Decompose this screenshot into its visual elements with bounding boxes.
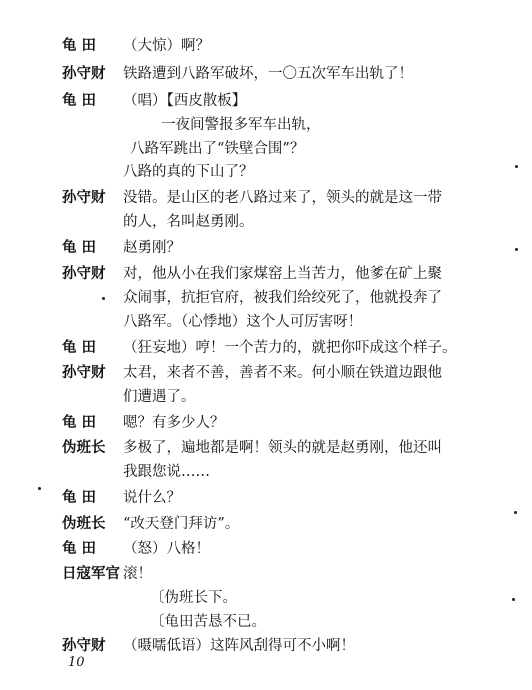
dialogue-text: （大惊）啊？: [123, 38, 210, 54]
stage-direction-text: 〔龟田苦恳不已。: [150, 614, 266, 630]
dialogue-text: （唱）【西皮散板】: [123, 93, 247, 109]
dialogue-text: 赵勇刚？: [123, 240, 181, 256]
speaker-name: 日寇军官: [62, 565, 120, 582]
speaker-name: 孙守财: [62, 65, 106, 82]
page-number: 10: [68, 655, 85, 670]
scan-speck: [512, 598, 515, 601]
speaker-name: 伪班长: [62, 439, 106, 456]
speaker-name: 龟 田: [62, 540, 97, 557]
speaker-name: 龟 田: [62, 37, 97, 54]
dialogue-text: 太君，来者不善，善者不来。何小顺在铁道边跟他: [123, 365, 442, 381]
dialogue-text: 多极了，遍地都是啊！领头的就是赵勇刚，他还叫: [123, 440, 442, 456]
speaker-name: 龟 田: [62, 489, 97, 506]
scan-speck: [515, 165, 518, 168]
speaker-name: 孙守财: [62, 265, 106, 282]
dialogue-text: 滚！: [123, 566, 152, 582]
dialogue-text: 没错。是山区的老八路过来了，领头的就是这一带: [123, 190, 442, 206]
dialogue-text: 说什么？: [123, 490, 181, 506]
verse-text: 八路军跳出了“铁壁合围”？: [130, 141, 305, 157]
speaker-name: 龟 田: [62, 414, 97, 431]
scan-speck: [102, 297, 105, 300]
scan-speck: [38, 487, 41, 490]
dialogue-text: 众闹事，抗拒官府，被我们给绞死了，他就投奔了: [123, 290, 442, 306]
speaker-name: 孙守财: [62, 189, 106, 206]
dialogue-text: 八路的真的下山了？: [123, 164, 254, 180]
speaker-name: 龟 田: [62, 339, 97, 356]
speaker-name: 龟 田: [62, 239, 97, 256]
speaker-name: 孙守财: [62, 364, 106, 381]
speaker-name: 龟 田: [62, 92, 97, 109]
dialogue-text: 的人，名叫赵勇刚。: [123, 214, 254, 230]
dialogue-text: （怒）八格！: [123, 541, 210, 557]
dialogue-text: 嗯？有多少人？: [123, 415, 225, 431]
dialogue-text: 我跟您说……: [123, 464, 210, 480]
dialogue-text: 铁路遭到八路军破坏，一〇五次军车出轨了！: [123, 66, 413, 82]
verse-text: 一夜间警报多军车出轨，: [161, 117, 321, 133]
dialogue-text: 八路军。（心悸地）这个人可厉害呀！: [123, 314, 363, 330]
scan-speck: [515, 248, 518, 251]
scan-speck: [514, 511, 517, 514]
dialogue-text: 们遭遇了。: [123, 389, 196, 405]
dialogue-text: “改天登门拜访”。: [123, 516, 240, 532]
speaker-name: 孙守财: [62, 637, 106, 654]
stage-direction-text: 〔伪班长下。: [150, 590, 237, 606]
speaker-name: 伪班长: [62, 515, 106, 532]
dialogue-text: （嗫嚅低语）这阵风刮得可不小啊！: [123, 638, 355, 654]
dialogue-text: （狂妄地）哼！一个苦力的，就把你吓成这个样子。: [123, 340, 457, 356]
dialogue-text: 对，他从小在我们家煤窑上当苦力，他爹在矿上聚: [123, 266, 442, 282]
